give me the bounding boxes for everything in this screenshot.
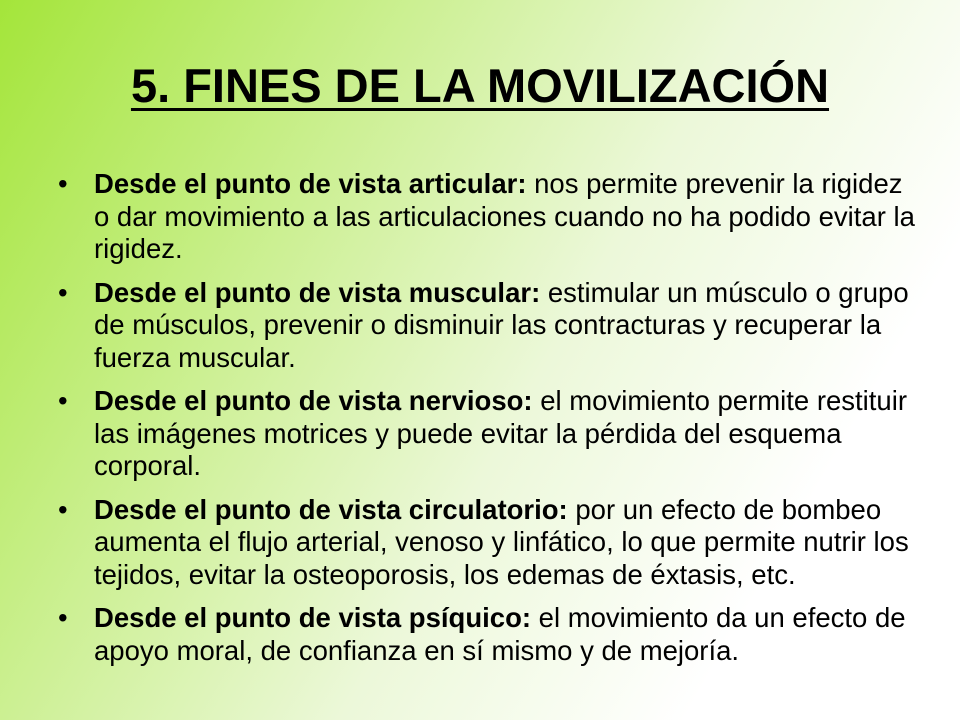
bullet-heading: Desde el punto de vista psíquico: [94, 602, 532, 633]
bullet-text: nos permite prevenir la rigidez o dar movimiento a las articulaciones cuando no ha podido evitar la rigidez. [94, 168, 915, 264]
bullet-psiquico [58, 602, 918, 667]
slide-title [0, 56, 960, 116]
bullet-text: estimular un músculo o grupo de músculos, prevenir o disminuir las contracturas y recuperar la fuerza muscular. [94, 276, 909, 373]
bullet-heading: Desde el punto de vista nervioso: [94, 385, 533, 416]
bullet-text: el movimiento permite restituir las imágenes motrices y puede evitar la pérdida del esquema corporal. [94, 385, 907, 481]
slide-title-text: 5. FINES DE LA MOVILIZACIÓN [130, 59, 830, 112]
bullet-dot-icon: • [58, 168, 68, 199]
bullet-dot-icon: • [58, 602, 68, 633]
bullet-circulatorio [58, 494, 918, 592]
bullet-text: por un efecto de bombeo aumenta el flujo arterial, venoso y linfático, lo que permite nutrir los tejidos, evitar la osteoporosis, los edemas de éxtasis, etc. [94, 493, 909, 590]
bullet-articular [58, 168, 918, 266]
bullet-muscular [58, 277, 918, 375]
bullet-dot-icon: • [58, 493, 68, 525]
bullet-dot-icon: • [58, 385, 68, 416]
bullet-list [58, 168, 918, 678]
bullet-text: el movimiento da un efecto de apoyo moral, de confianza en sí mismo y de mejoría. [94, 602, 906, 666]
bullet-dot-icon: • [58, 276, 68, 308]
bullet-heading: Desde el punto de vista circulatorio: [94, 493, 568, 525]
bullet-nervioso [58, 385, 918, 483]
bullet-heading: Desde el punto de vista muscular: [94, 276, 541, 308]
bullet-heading: Desde el punto de vista articular: [94, 168, 527, 199]
